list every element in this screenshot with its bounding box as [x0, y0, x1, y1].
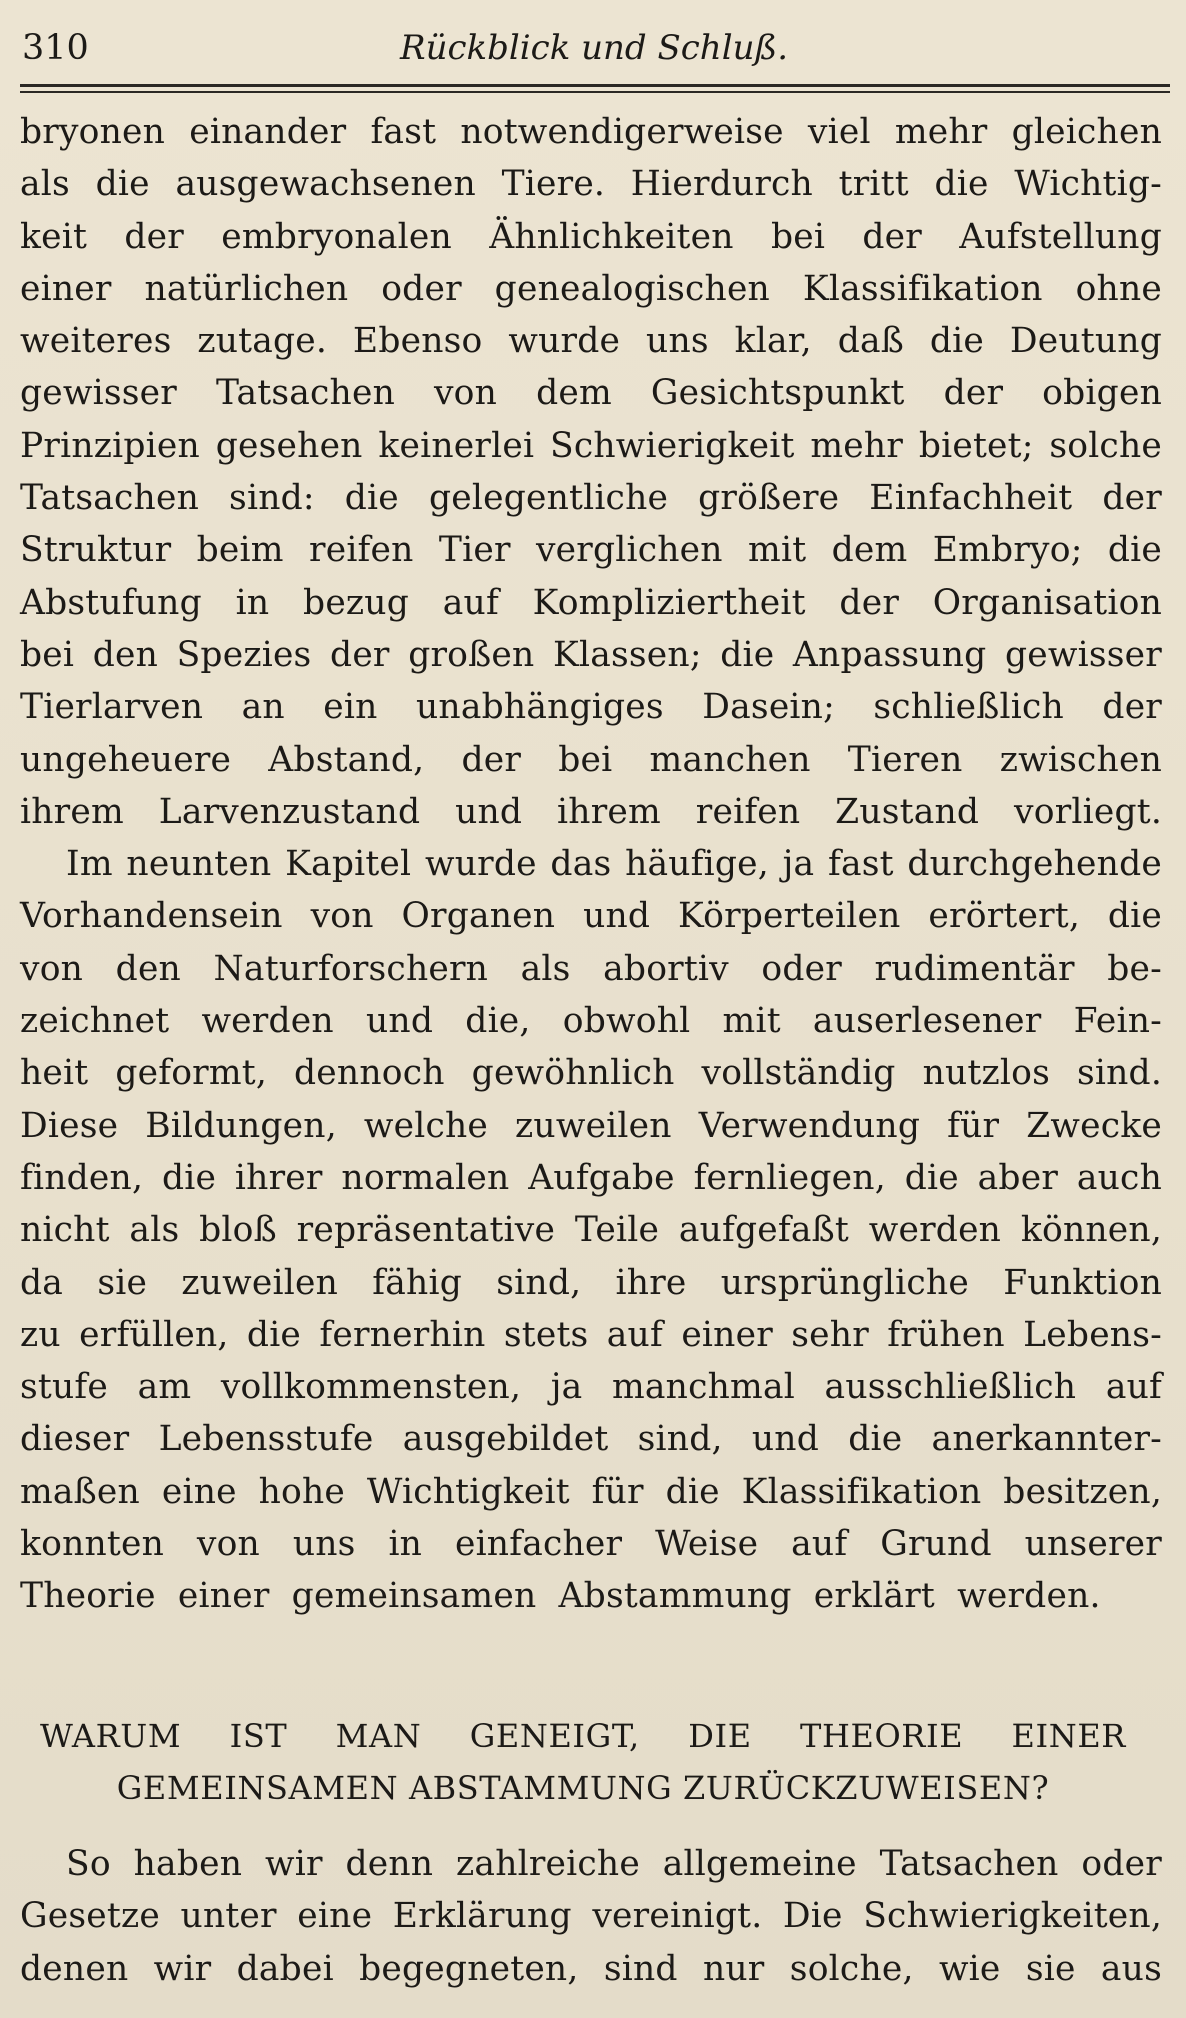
paragraph-2 — [20, 838, 1162, 1622]
text-line: Diese Bildungen, welche zuweilen Verwendung für Zwecke — [20, 1105, 1162, 1146]
page-number: 310 — [22, 28, 89, 68]
text-line: Abstufung in bezug auf Kompliziertheit der Organisation — [20, 582, 1162, 623]
heading-line: WARUM IST MAN GENEIGT, DIE THEORIE EINER — [40, 1717, 1126, 1755]
paragraph-3 — [20, 1838, 1162, 1995]
text-line: ungeheuere Abstand, der bei manchen Tieren zwischen — [20, 739, 1162, 780]
header-rule-top — [20, 84, 1170, 87]
text-line: konnten von uns in einfacher Weise auf Grund unserer — [20, 1524, 1162, 1565]
text-line: als die ausgewachsenen Tiere. Hierdurch tritt die Wichtig- — [20, 164, 1162, 205]
text-line: zeichnet werden und die, obwohl mit auserlesener Fein- — [20, 1001, 1162, 1042]
text-line: da sie zuweilen fähig sind, ihre ursprüngliche Funktion — [20, 1262, 1162, 1303]
text-line: heit geformt, dennoch gewöhnlich vollständig nutzlos sind. — [20, 1053, 1162, 1094]
text-line: weiteres zutage. Ebenso wurde uns klar, daß die Deutung — [20, 321, 1162, 362]
text-line: Theorie einer gemeinsamen Abstammung erklärt werden. — [20, 1576, 1101, 1617]
text-line: zu erfüllen, die fernerhin stets auf einer sehr frühen Lebens- — [20, 1314, 1162, 1355]
text-line: finden, die ihrer normalen Aufgabe fernliegen, die aber auch — [20, 1157, 1162, 1198]
text-line: dieser Lebensstufe ausgebildet sind, und die anerkannter- — [20, 1419, 1162, 1460]
text-line: keit der embryonalen Ähnlichkeiten bei der Aufstellung — [20, 216, 1162, 257]
header-rule-bottom — [20, 91, 1170, 93]
text-line: von den Naturforschern als abortiv oder rudimentär be- — [20, 948, 1162, 989]
section-heading — [40, 1710, 1126, 1814]
text-line: Struktur beim reifen Tier verglichen mit dem Embryo; die — [20, 530, 1162, 571]
text-line: Vorhandensein von Organen und Körperteilen erörtert, die — [20, 896, 1162, 937]
running-title: Rückblick und Schluß. — [400, 28, 788, 68]
body-text — [20, 106, 1162, 1623]
text-line: Gesetze unter eine Erklärung vereinigt. Die Schwierigkeiten, — [20, 1896, 1162, 1937]
text-line: Tatsachen sind: die gelegentliche größere Einfachheit der — [20, 478, 1162, 519]
text-line: gewisser Tatsachen von dem Gesichtspunkt der obigen — [20, 373, 1162, 414]
text-line: einer natürlichen oder genealogischen Klassifikation ohne — [20, 268, 1162, 309]
paragraph-1 — [20, 106, 1162, 838]
text-line: Im neunten Kapitel wurde das häufige, ja fast durchgehende — [66, 844, 1162, 885]
text-line: maßen eine hohe Wichtigkeit für die Klassifikation besitzen, — [20, 1471, 1162, 1512]
text-line: bryonen einander fast notwendigerweise viel mehr gleichen — [20, 112, 1162, 152]
text-line: Prinzipien gesehen keinerlei Schwierigkeit mehr bietet; solche — [20, 425, 1162, 466]
page-header — [22, 22, 1166, 74]
text-line: stufe am vollkommensten, ja manchmal ausschließlich auf — [20, 1367, 1162, 1408]
heading-line: GEMEINSAMEN ABSTAMMUNG ZURÜCKZUWEISEN? — [116, 1769, 1050, 1807]
text-line: bei den Spezies der großen Klassen; die Anpassung gewisser — [20, 634, 1162, 675]
text-line: denen wir dabei begegneten, sind nur solche, wie sie aus — [20, 1948, 1162, 1989]
text-line: So haben wir denn zahlreiche allgemeine Tatsachen oder — [66, 1844, 1162, 1884]
text-line: Tierlarven an ein unabhängiges Dasein; schließlich der — [20, 687, 1162, 728]
text-line: ihrem Larvenzustand und ihrem reifen Zustand vorliegt. — [20, 791, 1162, 832]
text-line: nicht als bloß repräsentative Teile aufgefaßt werden können, — [20, 1210, 1162, 1251]
